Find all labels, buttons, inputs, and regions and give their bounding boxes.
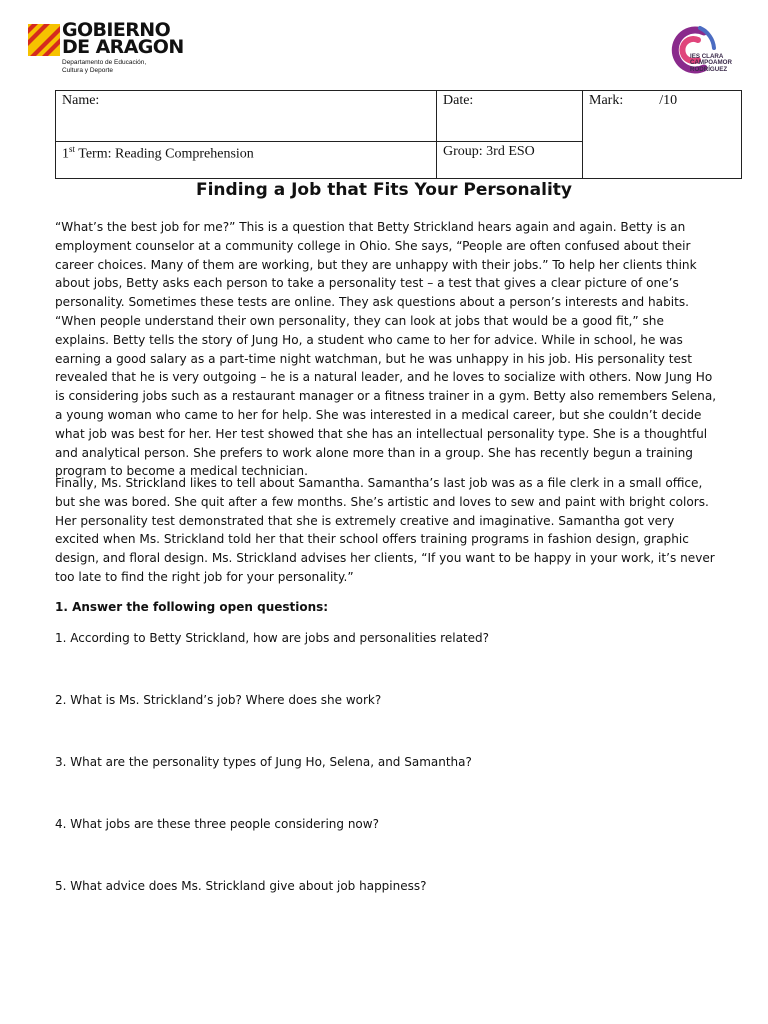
mark-cell[interactable] [583,91,742,179]
term-ordinal: 1 [62,146,69,162]
question-1: 1. According to Betty Strickland, how are jobs and personalities related? [55,631,489,645]
gov-logo-line-2: DE ARAGON [62,36,184,58]
school-logo [664,22,740,82]
reading-paragraph-1: “What’s the best job for me?” This is a question that Betty Strickland hears again and again. Betty is an employment counselor at a community college in Ohio. She says, “People are often confused about their career choices. Many of them are working, but they are unhappy with their jobs.” To help her clients think about jobs, Betty asks each person to take a personality test – a test that gives a clear picture of one’s personality. Sometimes these tests are online. They ask questions about a person’s interests and habits. “When people understand their own personality, they can look at jobs that would be a good fit,” she explains. Betty tells the story of Jung Ho, a student who came to her for advice. While in school, he was earning a good salary as a part-time night watchman, but he was unhappy in his job. His personality test revealed that he is very outgoing – he is a natural leader, and he loves to socialize with others. Now Jung Ho is considering jobs such as a restaurant manager or a fitness trainer in a gym. Betty also remembers Selena, a young woman who came to her for help. She was interested in a medical career, but she couldn’t decide what job was best for her. Her test showed that she has an intellectual personality type. She is a thoughtful and analytical person. She prefers to work alone more than in a group. She has recently begun a training program to become a medical technician. [55,220,717,479]
questions-heading: 1. Answer the following open questions: [55,600,329,614]
gov-subtitle-line-2: Cultura y Deporte [62,66,113,74]
aragon-flag-icon [28,24,60,56]
name-cell[interactable] [56,91,437,142]
mark-total: /10 [659,93,678,108]
gov-logo-line-1: GOBIERNO [62,19,171,41]
group-cell [437,142,583,179]
gobierno-aragon-logo [28,19,188,78]
term-label: Term: Reading Comprehension [75,146,254,162]
school-logo-line-2: CAMPOAMOR [690,59,732,67]
date-label: Date: [443,93,474,108]
question-3: 3. What are the personality types of Jung Ho, Selena, and Samantha? [55,755,472,769]
term-ordinal-suffix: st [69,144,76,154]
group-label: Group: 3rd ESO [443,144,535,159]
student-info-table [55,90,742,179]
term-cell [56,142,437,179]
school-logo-line-1: IES CLARA [690,53,724,60]
name-label: Name: [62,93,100,108]
reading-paragraph-2: Finally, Ms. Strickland likes to tell about Samantha. Samantha’s last job was as a file clerk in a small office, but she was bored. She quit after a few months. She’s artistic and loves to sew and paint with bright colors. Her personality test demonstrated that she is extremely creative and imaginative. Samantha got very excited when Ms. Strickland told her that their school offers training programs in fashion design, graphic design, and floral design. Ms. Strickland advises her clients, “If you want to be happy in your work, it’s never too late to find the right job for your personality.” [55,476,715,584]
document-title: Finding a Job that Fits Your Personality [195,180,572,200]
question-2: 2. What is Ms. Strickland’s job? Where does she work? [55,693,382,707]
date-cell[interactable] [437,91,583,142]
gov-subtitle-line-1: Departamento de Educación, [62,59,147,66]
question-5: 5. What advice does Ms. Strickland give about job happiness? [55,879,427,893]
question-4: 4. What jobs are these three people considering now? [55,817,379,831]
school-logo-line-3: RODRÍGUEZ [690,65,728,73]
mark-label: Mark: [589,93,624,108]
